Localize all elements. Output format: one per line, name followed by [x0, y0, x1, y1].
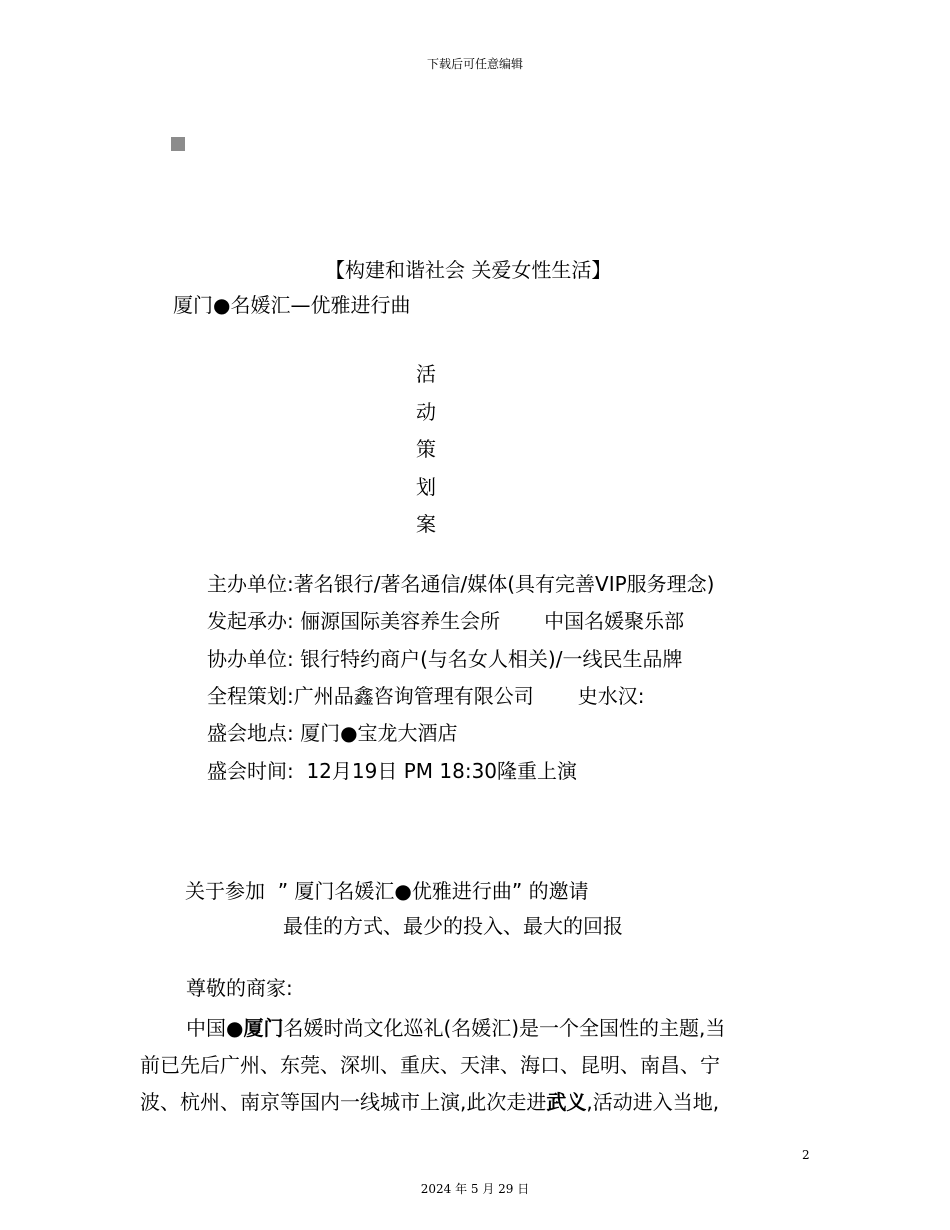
paragraph-line-3: [140, 1086, 719, 1115]
info-co-organizer: 协办单位: 银行特约商户(与名女人相关)/一线民生品牌: [207, 647, 683, 671]
info-initiator-b: 中国名媛聚乐部: [544, 609, 685, 633]
square-bullet-icon: [171, 137, 185, 151]
info-planner: [207, 680, 645, 709]
info-planner-a: 全程策划:广州品鑫咨询管理有限公司: [207, 684, 534, 708]
info-venue: 盛会地点: 厦门●宝龙大酒店: [207, 721, 458, 745]
line3-bold: 武义: [546, 1090, 587, 1114]
line1-text-b: 名媛时尚文化巡礼(名媛汇)是一个全国性的主题,当: [283, 1016, 726, 1040]
header-note: 下载后可任意编辑: [426, 57, 523, 71]
greeting: 尊敬的商家:: [186, 976, 293, 1000]
document-title: 【构建和谐社会 关爱女性生活】: [325, 258, 612, 282]
page-number: 2: [802, 1148, 810, 1162]
line3-text-b: ,活动进入当地,: [586, 1090, 720, 1114]
info-planner-b: 史水汉:: [577, 684, 645, 708]
invitation-title: 关于参加 ” 厦门名媛汇●优雅进行曲” 的邀请: [185, 879, 589, 903]
invitation-subtitle: 最佳的方式、最少的投入、最大的回报: [283, 914, 623, 938]
paragraph-line-1: [186, 1012, 725, 1041]
vertical-title: 活动策划案: [416, 362, 436, 536]
document-subtitle: 厦门●名媛汇—优雅进行曲: [173, 293, 411, 317]
info-initiator: [207, 605, 684, 634]
paragraph-line-2: 前已先后广州、东莞、深圳、重庆、天津、海口、昆明、南昌、宁: [140, 1053, 720, 1077]
line1-bold: 厦门: [243, 1016, 284, 1040]
line3-text-a: 波、杭州、南京等国内一线城市上演,此次走进: [140, 1090, 547, 1114]
footer-date: 2024 年 5 月 29 日: [420, 1182, 530, 1196]
info-time: 盛会时间: 12月19日 PM 18:30隆重上演: [207, 759, 578, 783]
info-host: 主办单位:著名银行/著名通信/媒体(具有完善VIP服务理念): [207, 572, 715, 596]
line1-text-a: 中国●: [186, 1016, 244, 1040]
info-initiator-a: 发起承办: 俪源国际美容养生会所: [207, 609, 501, 633]
